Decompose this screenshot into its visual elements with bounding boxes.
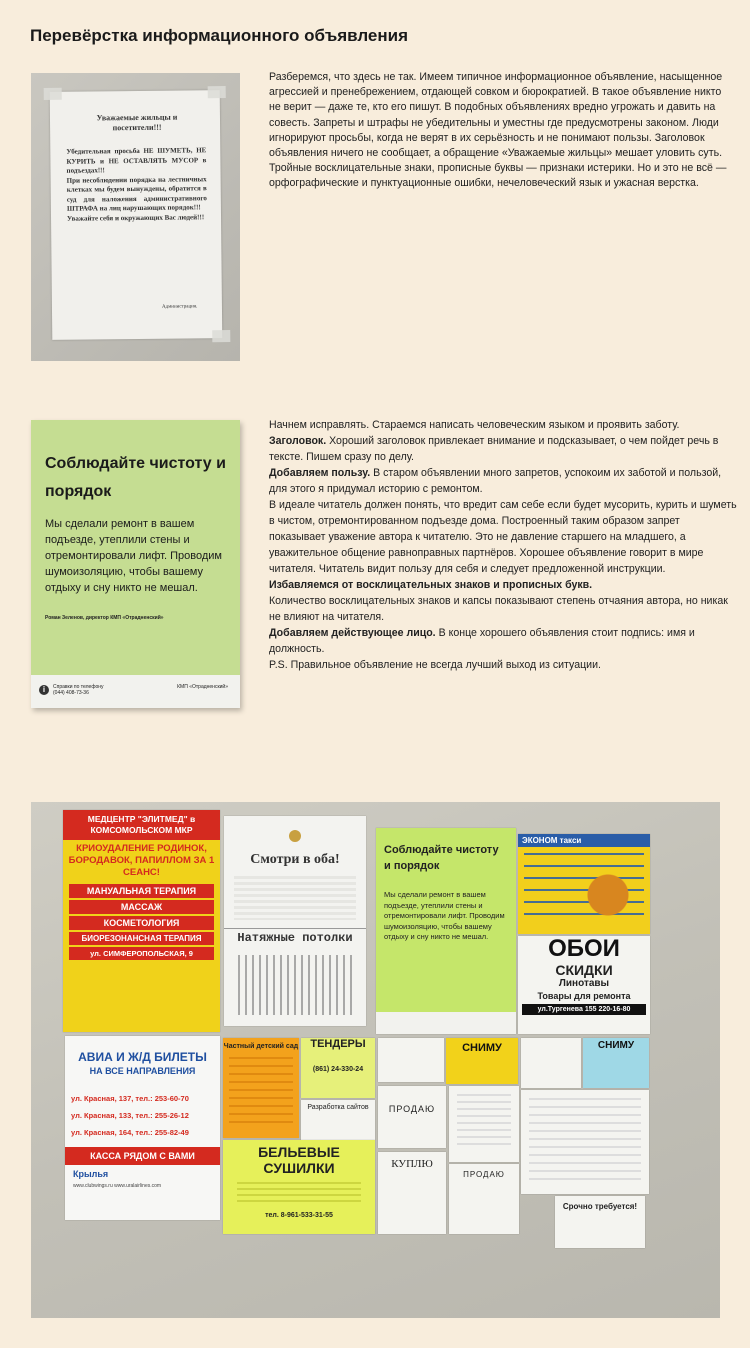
ad-kindergarten-title: Частный детский сад <box>223 1043 299 1050</box>
text-lines <box>237 1182 361 1206</box>
tip-text: В конце хорошего объявления стоит подпись: имя и должность. <box>269 627 695 655</box>
text-lines <box>234 876 356 920</box>
ad-sale <box>378 1086 446 1148</box>
ad-medcenter-line: ул. СИМФЕРОПОЛЬСКАЯ, 9 <box>69 947 214 960</box>
tape <box>44 88 62 100</box>
ad-dryers-phone: тел. 8-961-533-31-55 <box>265 1212 333 1219</box>
ad-wallpaper-sub3: Товары для ремонта <box>537 991 631 1001</box>
ad-buy <box>378 1152 446 1234</box>
ad-small <box>521 1038 581 1088</box>
old-notice-body: Убедительная просьба НЕ ШУМЕТЬ, НЕ КУРИТЬ и НЕ ОСТАВЛЯТЬ МУСОР в подъездах!!! При несоблюдении порядка на лестничных клетках мы будем вынуждены, обратится в суд для наложения административного ШТРАФА на лиц нарушающих порядок!!! Уважайте себя и окружающих Вас людей!!! <box>66 146 207 223</box>
tip-title: Добавляем пользу. <box>269 467 371 479</box>
new-notice-signature: Роман Зеленов, директор КМП «Отрадненский» <box>45 615 164 621</box>
ad-medcenter-line: МАНУАЛЬНАЯ ТЕРАПИЯ <box>69 884 214 898</box>
new-notice-body: Мы сделали ремонт в вашем подъезде, утеплили стены и отремонтировали лифт. Проводим шумоизоляцию, чтобы вашему отдыху и сну никто не мешал. <box>45 518 222 594</box>
ad-medcenter-line: МАССАЖ <box>69 900 214 914</box>
new-notice-footer <box>31 675 240 708</box>
ad-tickets-title: АВИА И Ж/Д БИЛЕТЫ <box>78 1050 207 1064</box>
info-icon: i <box>39 685 49 695</box>
ps-paragraph: P.S. Правильное объявление не всегда лучший выход из ситуации. <box>269 659 601 671</box>
ad-wallpaper-address: ул.Тургенева 155 220-16-80 <box>522 1004 646 1015</box>
ad-tickets <box>65 1036 220 1220</box>
ad-new-notice-footer <box>376 1012 516 1034</box>
ad-tenders-phone: (861) 24-330-24 <box>312 1066 364 1073</box>
ad-tickets-address: ул. Красная, 137, тел.: 253-60-70 <box>71 1094 189 1103</box>
phone-number: (044) 408-73-36 <box>53 690 89 696</box>
benefit-tip <box>269 465 739 497</box>
ad-websites <box>301 1100 375 1140</box>
ad-new-notice-body: Мы сделали ремонт в вашем подъезде, утеплили стены и отремонтировали лифт. Проводим шумоизоляцию, чтобы вашему отдыху и сну никто не мешал. <box>384 890 505 941</box>
text-lines <box>457 1094 511 1150</box>
ad-urgent <box>555 1196 645 1248</box>
ideal-paragraph: В идеале читатель должен понять, что вредит сам себе если будет мусорить, курить и шуметь в чистом, отремонтированном подъезде дома. Построенный таким образом запрет показывает уважение автора к читателю. Это не давление старшего на младшего, а уважительное общение равноправных партнёров. Хорошее объявление говорит в мире читателя. Читатель видит пользу для себя и следует предложенной инструкции. <box>269 499 737 575</box>
text-lines <box>229 1057 293 1127</box>
ad-wallpaper-sub2: Линотавы <box>558 978 610 989</box>
ad-sale-title: ПРОДАЮ <box>388 1104 436 1114</box>
new-notice-org: КМП «Отрадненский» <box>177 684 228 690</box>
ad-taxi-title: ЭКОНОМ такси <box>518 834 650 847</box>
ad-rent <box>446 1038 518 1084</box>
ad-new-notice <box>376 828 516 1034</box>
ad-rent2-title: СНИМУ <box>597 1040 635 1051</box>
ad-tenders <box>301 1038 375 1098</box>
ad-wallpaper-sub: СКИДКИ <box>555 962 613 978</box>
tip-text: Хороший заголовок привлекает внимание и подсказывает, о чем пойдет речь в тексте. Пишем сразу по делу. <box>269 435 719 463</box>
ad-sale2-title: ПРОДАЮ <box>463 1170 505 1179</box>
ad-buy-title: КУПЛЮ <box>391 1158 433 1170</box>
old-notice-photo <box>31 73 240 361</box>
tip-title: Заголовок. <box>269 435 327 447</box>
ad-medcenter <box>63 810 220 1032</box>
tape <box>208 86 226 98</box>
ad-dryers <box>223 1140 375 1234</box>
heading-tip <box>269 433 739 465</box>
ad-tickets-url: www.clubwings.ru www.uralairlines.com <box>73 1183 162 1189</box>
ad-new-notice-title: Соблюдайте чистоту и порядок <box>384 844 499 872</box>
ad-rent2 <box>583 1038 649 1088</box>
old-notice-paper <box>50 90 223 340</box>
new-notice-phone <box>53 684 104 696</box>
ad-ceilings <box>224 816 366 1026</box>
ad-tickets-sub: НА ВСЕ НАПРАВЛЕНИЯ <box>89 1066 196 1076</box>
old-notice-heading: Уважаемые жильцы и посетители!!! <box>96 112 178 133</box>
ad-tickets-brand: Крылья <box>73 1169 109 1179</box>
taxi-graphic <box>524 853 644 923</box>
ad-tickets-address: ул. Красная, 133, тел.: 255-26-12 <box>71 1111 189 1120</box>
ad-medcenter-line: КРИОУДАЛЕНИЕ РОДИНОК, БОРОДАВОК, ПАПИЛЛОМ ЗА 1 СЕАНС! <box>68 843 215 878</box>
ad-sale2 <box>449 1164 519 1234</box>
actor-tip <box>269 625 739 657</box>
notice-board-photo <box>31 802 720 1318</box>
new-notice-title: Соблюдайте чистоту и порядок <box>45 455 226 500</box>
ad-urgent-title: Срочно требуется! <box>562 1202 638 1211</box>
ad-tickets-address: ул. Красная, 164, тел.: 255-82-49 <box>71 1128 189 1137</box>
ad-wallpaper <box>518 936 650 1034</box>
ad-medcenter-line: КОСМЕТОЛОГИЯ <box>69 916 214 930</box>
logo-icon <box>289 830 301 842</box>
ad-wallpaper-title: ОБОИ <box>548 936 620 962</box>
ad-taxi <box>518 834 650 934</box>
page-title: Перевёрстка информационного объявления <box>30 26 409 45</box>
ad-websites-title: Разработка сайтов <box>307 1104 369 1111</box>
ad-dryers-title: БЕЛЬЕВЫЕ СУШИЛКИ <box>258 1144 340 1176</box>
ad-ceilings-sub: Натяжные потолки <box>224 928 366 945</box>
tip-title: Добавляем действующее лицо. <box>269 627 436 639</box>
section1-text: Разберемся, что здесь не так. Имеем типичное информационное объявление, насыщенное агрессией и пренебрежением, отдающей совком и бюрократией. В такое объявление никто не верит — даже те, кто его пишут. В подобных объявлениях вредно угрожать и давить на совесть. Запреты и штрафы не убедительны и уместны где предусмотрены законом. Люди игнорируют просьбы, когда не верят в их серьёзность и не понимают пользы. Заголовок объявления ничего не сообщает, а обращение «Уважаемые жильцы» мешает уловить суть. Тройные восклицательные знаки, прописные буквы — признаки истерики. Но и это не всё — орфографические и пунктуационные ошибки, нечеловеческий язык и ужасная верстка. <box>269 71 727 190</box>
ad-medcenter-line: БИОРЕЗОНАНСНАЯ ТЕРАПИЯ <box>69 932 214 945</box>
new-notice-card <box>31 420 240 708</box>
building-sketch <box>238 955 352 1015</box>
ad-small <box>378 1038 444 1082</box>
exclamation-tip: Избавляемся от восклицательных знаков и прописных букв. <box>269 579 593 591</box>
old-notice-signature: Администрация. <box>161 304 198 310</box>
ad-kindergarten <box>223 1038 299 1138</box>
ad-medcenter-title: МЕДЦЕНТР "ЭЛИТМЕД" в КОМСОМОЛЬСКОМ МКР <box>63 810 220 840</box>
ad-services <box>521 1090 649 1194</box>
ad-tenders-title: ТЕНДЕРЫ <box>310 1038 366 1050</box>
tip-text: В старом объявлении много запретов, успокоим их заботой и пользой, для этого я придумал историю с ремонтом. <box>269 467 722 495</box>
tape <box>212 330 230 342</box>
text-lines <box>529 1098 641 1184</box>
ad-small <box>449 1086 519 1162</box>
phone-label: Справки по телефону <box>53 684 104 690</box>
ad-rent-title: СНИМУ <box>462 1042 502 1054</box>
intro-paragraph: Начнем исправлять. Стараемся написать человеческим языком и проявить заботу. <box>269 419 680 431</box>
ad-ceilings-title: Смотри в оба! <box>250 852 340 867</box>
ad-tickets-bottom: КАССА РЯДОМ С ВАМИ <box>65 1147 220 1165</box>
section2-text <box>269 417 739 673</box>
exclamation-paragraph: Количество восклицательных знаков и капсы показывают степень отчаяния автора, но никак не влияют на читателя. <box>269 595 728 623</box>
